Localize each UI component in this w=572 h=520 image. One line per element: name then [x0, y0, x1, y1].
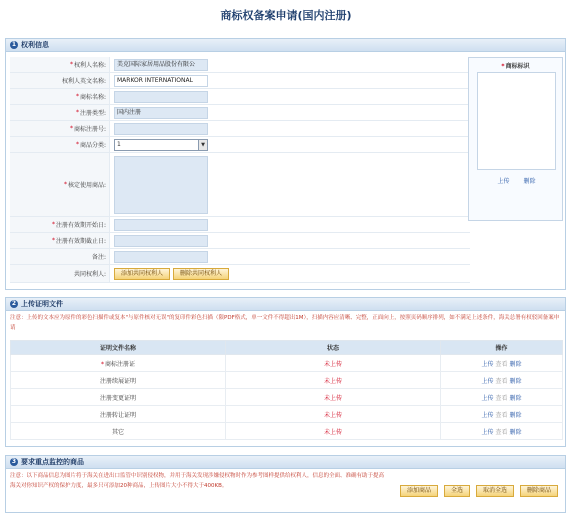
doc-actions-cell	[441, 423, 563, 440]
goods-class-select[interactable]: 1 ▼	[114, 139, 208, 151]
doc-name-cell: 其它	[11, 423, 226, 440]
logo-preview-box	[477, 72, 556, 170]
registration-type-input[interactable]: 国内注册	[114, 107, 208, 119]
section-header	[6, 456, 565, 469]
delete-coowner-button[interactable]: 删除共同权利人	[173, 268, 229, 280]
delete-link[interactable]: 删除	[509, 377, 522, 385]
doc-actions-cell	[441, 389, 563, 406]
doc-status-cell: 未上传	[226, 389, 441, 406]
col-header-name: 证明文件名称	[11, 341, 226, 355]
registration-number-input[interactable]	[114, 123, 208, 135]
upload-link[interactable]: 上传	[481, 394, 494, 402]
select-all-button[interactable]: 全选	[444, 485, 470, 497]
field-label: * 注册有效期开始日:	[10, 217, 110, 232]
delete-link[interactable]: 删除	[509, 428, 522, 436]
monitored-goods-section	[5, 455, 566, 513]
doc-actions-cell	[441, 372, 563, 389]
delete-link[interactable]: 删除	[509, 394, 522, 402]
form-row-valid-to	[10, 233, 470, 249]
upload-link[interactable]: 上传	[481, 411, 494, 419]
table-header-row	[11, 341, 563, 355]
field-label: * 核定使用商品:	[10, 153, 110, 216]
chevron-down-icon[interactable]: ▼	[198, 140, 207, 150]
owner-english-name-input[interactable]: MARKOR INTERNATIONAL	[114, 75, 208, 87]
section-number-badge: 3	[11, 458, 17, 465]
field-label: 备注:	[10, 249, 110, 264]
doc-name-cell: 注册转让证明	[11, 406, 226, 423]
goods-button-row	[400, 485, 561, 497]
form-row-registration-number	[10, 121, 470, 137]
documents-table	[10, 340, 563, 440]
col-header-actions: 操作	[441, 341, 563, 355]
form-row-trademark-name	[10, 89, 470, 105]
doc-actions-cell	[441, 406, 563, 423]
add-coowner-button[interactable]: 添加共同权利人	[114, 268, 170, 280]
logo-actions	[469, 176, 564, 185]
section-header	[6, 39, 565, 52]
section-number-badge: 1	[11, 41, 17, 48]
form-row-valid-from	[10, 217, 470, 233]
doc-status-cell: 未上传	[226, 355, 441, 372]
upload-link[interactable]: 上传	[481, 428, 494, 436]
table-row	[11, 389, 563, 406]
doc-status-cell: 未上传	[226, 372, 441, 389]
table-row	[11, 423, 563, 440]
page-title: 商标权备案申请(国内注册)	[220, 9, 352, 22]
view-link[interactable]: 查看	[495, 360, 508, 368]
delete-goods-button[interactable]: 删除商品	[520, 485, 558, 497]
section-number-badge: 2	[11, 300, 17, 307]
doc-name-cell: *商标注册证	[11, 355, 226, 372]
form-row-goods-class	[10, 137, 470, 153]
field-label: * 商标名称:	[10, 89, 110, 104]
rights-info-section	[5, 38, 566, 290]
form-row-remarks	[10, 249, 470, 265]
add-goods-button[interactable]: 添加商品	[400, 485, 438, 497]
delete-link[interactable]: 删除	[509, 360, 522, 368]
doc-status-cell: 未上传	[226, 423, 441, 440]
view-link[interactable]: 查看	[495, 428, 508, 436]
section-header	[6, 298, 565, 311]
section-title: 权利信息	[21, 40, 49, 49]
required-marker: *	[69, 61, 73, 68]
field-label: * 权利人名称:	[10, 57, 110, 72]
form-row-owner-english-name	[10, 73, 470, 89]
section-title: 上传证明文件	[21, 299, 63, 308]
field-label: * 注册类型:	[10, 105, 110, 120]
field-label: * 商标注册号:	[10, 121, 110, 136]
logo-title: *商标标识	[501, 63, 530, 70]
table-row	[11, 406, 563, 423]
owner-name-input[interactable]: 美克国际家居用品股份有限公	[114, 59, 208, 71]
section-title: 要求重点监控的商品	[21, 457, 84, 466]
upload-link[interactable]: 上传	[481, 377, 494, 385]
form-row-registration-type	[10, 105, 470, 121]
logo-delete-link[interactable]: 删除	[523, 178, 536, 185]
view-link[interactable]: 查看	[495, 394, 508, 402]
approved-goods-textarea[interactable]	[114, 156, 208, 214]
doc-status-cell: 未上传	[226, 406, 441, 423]
delete-link[interactable]: 删除	[509, 411, 522, 419]
trademark-name-input[interactable]	[114, 91, 208, 103]
form-row-co-owners	[10, 265, 470, 283]
doc-name-cell: 注册变更证明	[11, 389, 226, 406]
view-link[interactable]: 查看	[495, 377, 508, 385]
remarks-input[interactable]	[114, 251, 208, 263]
upload-documents-section	[5, 297, 566, 447]
view-link[interactable]: 查看	[495, 411, 508, 419]
col-header-status: 状态	[226, 341, 441, 355]
field-label: 共同权利人:	[10, 265, 110, 282]
form-row-approved-goods	[10, 153, 470, 217]
table-row	[11, 372, 563, 389]
upload-link[interactable]: 上传	[481, 360, 494, 368]
goods-note: 注意：以下商品信息为图片将于海关在进出口监管中识别侵权物，并用于海关发现涉嫌侵权物时作为参考图样提供给权利人，信息的全面、准确有助于提高海关对你知识产权的保护力度，最多只可添加20种商品，上传图片大小不得大于400KB。	[10, 473, 385, 489]
doc-name-cell: 注册续展证明	[11, 372, 226, 389]
field-label: * 注册有效期截止日:	[10, 233, 110, 248]
table-row	[11, 355, 563, 372]
upload-note: 注意：上传的文本应为原件的彩色扫描件或复本"与原件核对无误"的复印件彩色扫描（限PDF格式，单一文件不得超出1M），扫描内容应清晰、完整，正面向上，按照页码顺序排列，如不满足上述条件，海关总署有权驳回备案申请	[10, 315, 560, 331]
logo-upload-link[interactable]: 上传	[497, 178, 510, 185]
field-label: * 商品分类:	[10, 137, 110, 152]
deselect-all-button[interactable]: 取消全选	[476, 485, 514, 497]
field-label: 权利人英文名称:	[10, 73, 110, 88]
form-row-owner-name	[10, 57, 470, 73]
valid-to-date-input[interactable]	[114, 235, 208, 247]
doc-actions-cell	[441, 355, 563, 372]
valid-from-date-input[interactable]	[114, 219, 208, 231]
trademark-logo-panel	[468, 57, 563, 221]
